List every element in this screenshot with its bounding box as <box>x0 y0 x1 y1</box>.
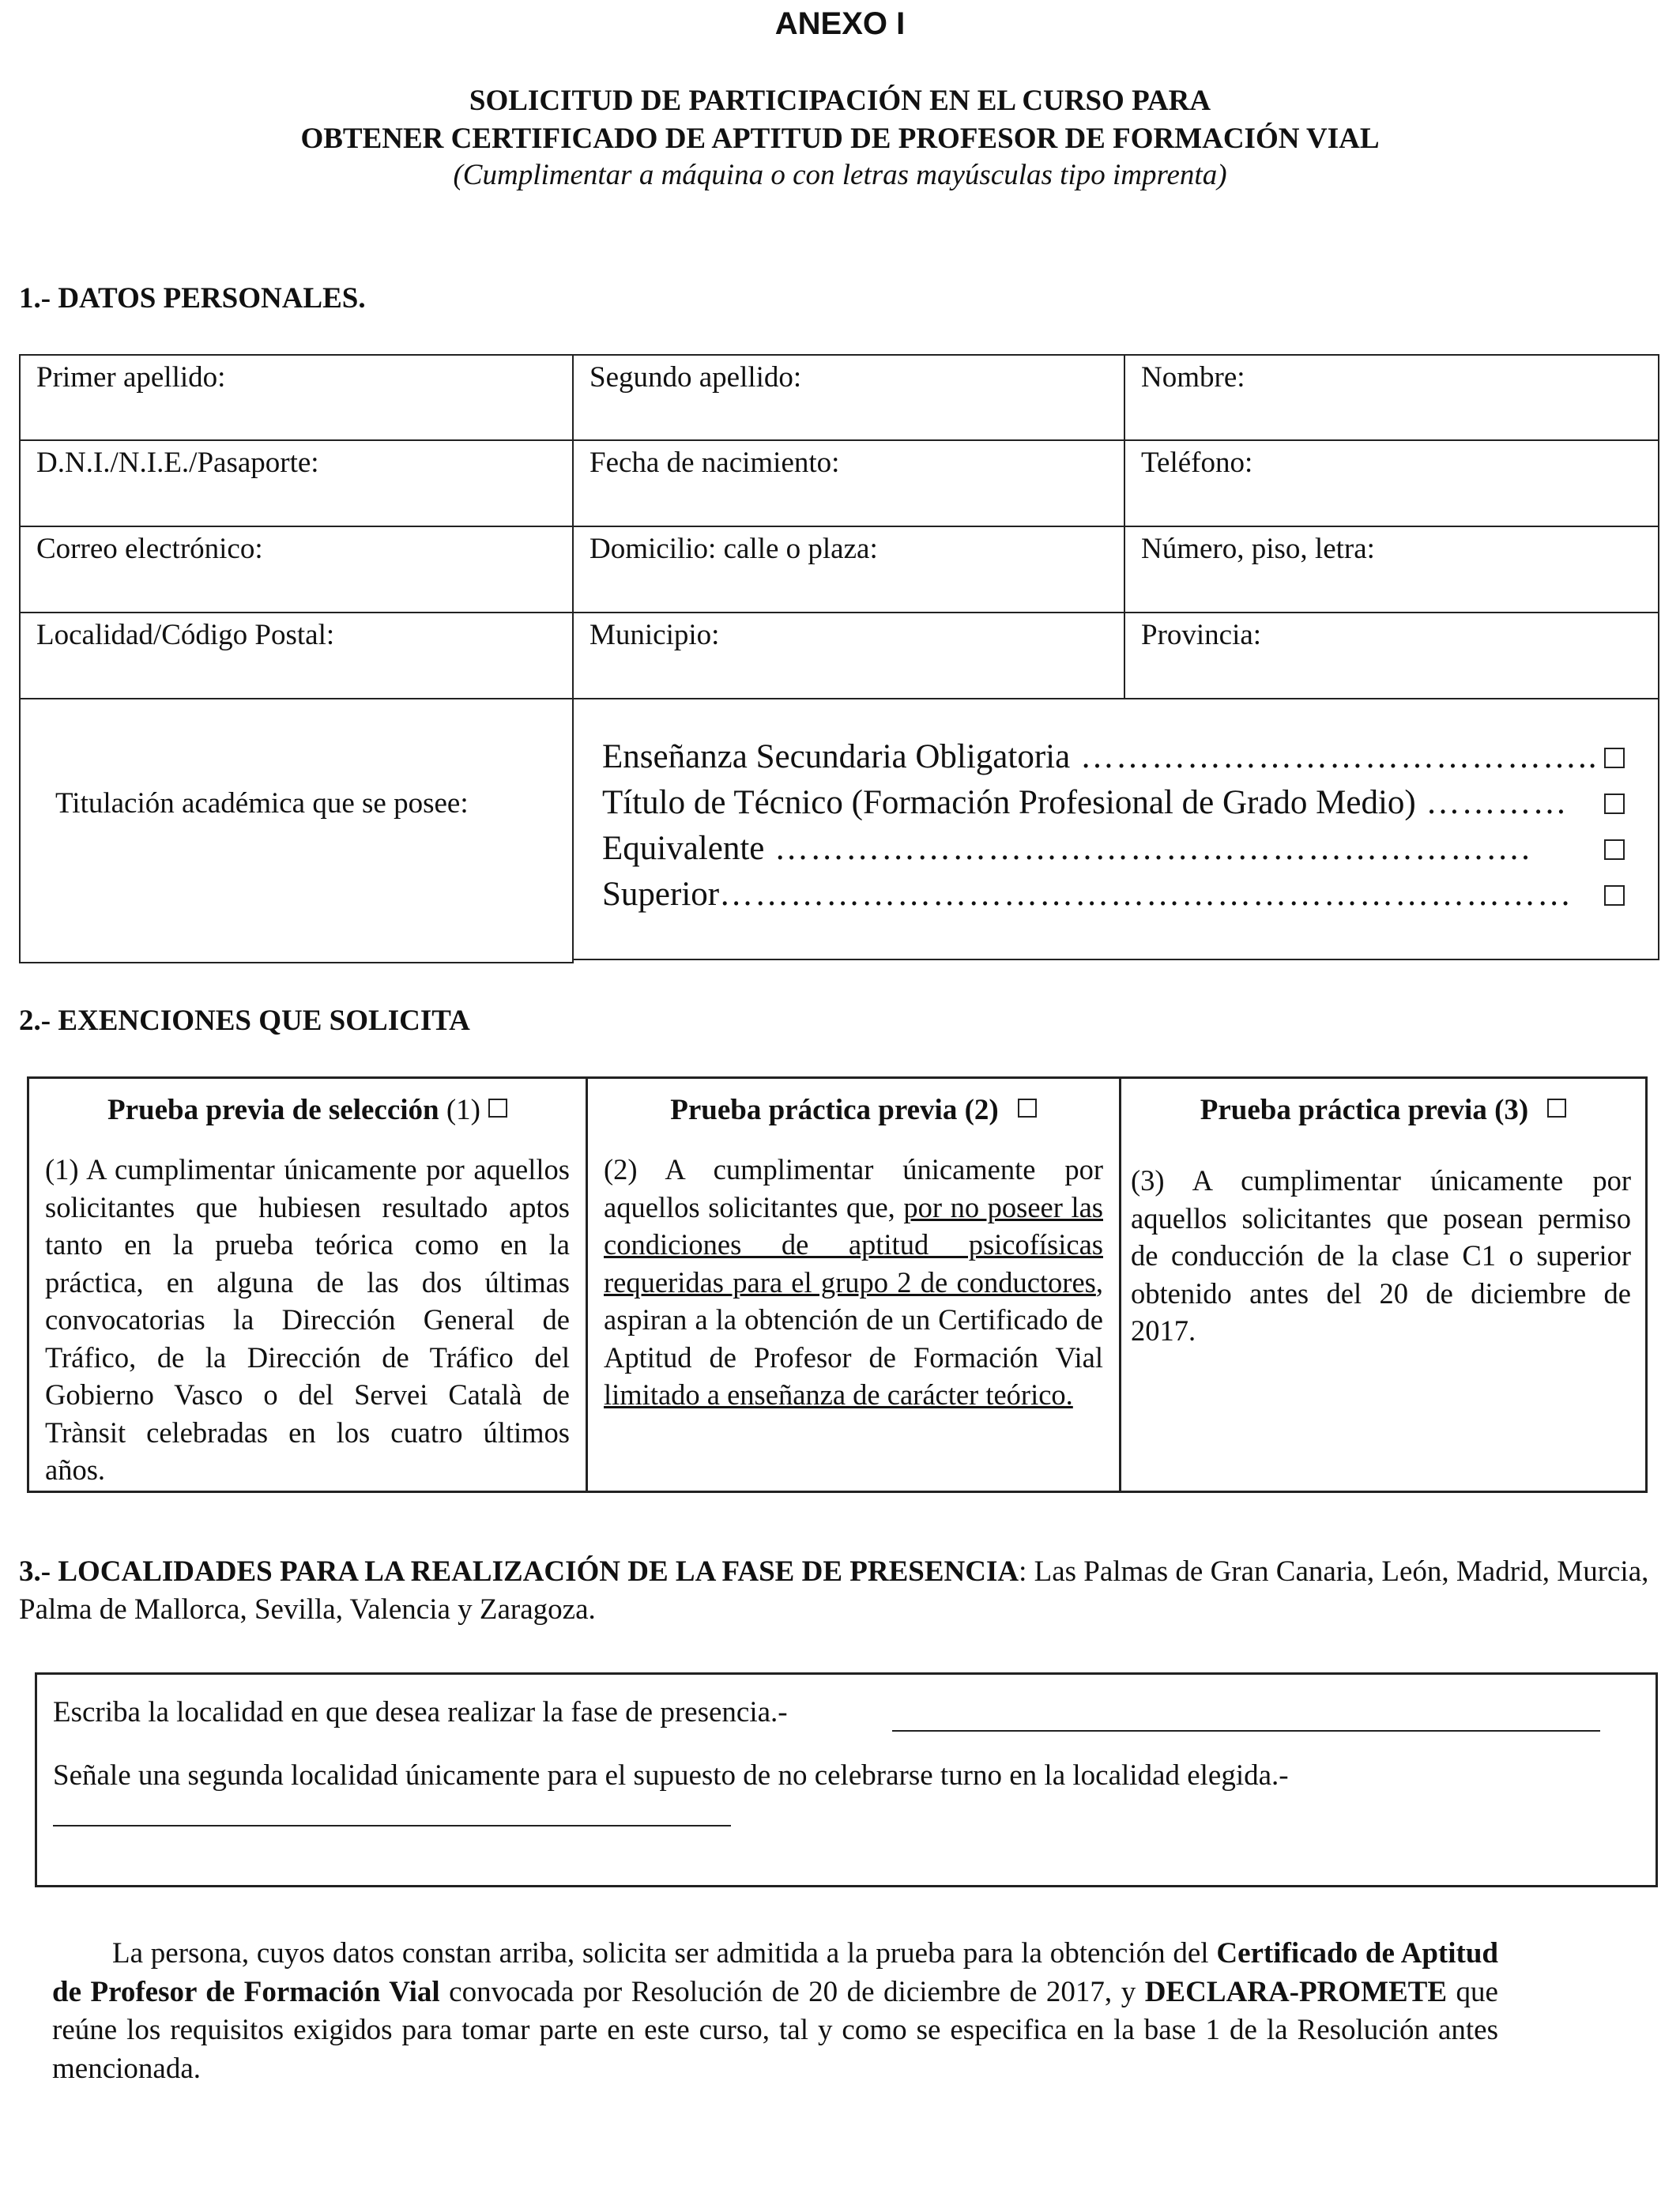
exemption-2-text: (2) A cumplimentar únicamente por aquellos solicitantes que, por no poseer las condiciones de aptitud psicofísicas requeridas para el grupo 2 de conductores, aspiran a la obtención de un Certificado de Aptitud de Profesor de Formación Vial limitado a enseñanza de carácter teórico. <box>604 1153 1103 1411</box>
exemption-col-1 <box>27 1076 588 1493</box>
titulacion-option-eso: Enseñanza Secundaria Obligatoria …………………………………….. <box>602 738 1599 775</box>
field-localidad-cp[interactable]: Localidad/Código Postal: <box>19 612 574 699</box>
locality-line1-label: Escriba la localidad en que desea realizar la fase de presencia.- <box>53 1696 788 1728</box>
field-telefono[interactable]: Teléfono: <box>1124 439 1659 527</box>
section3-paragraph <box>19 1553 1659 1629</box>
exemption-2-title: Prueba práctica previa (2) <box>588 1093 1119 1127</box>
field-nombre[interactable]: Nombre: <box>1124 354 1659 441</box>
titulacion-label-cell <box>19 698 574 963</box>
section1-heading: 1.- DATOS PERSONALES. <box>19 282 366 315</box>
field-correo[interactable]: Correo electrónico: <box>19 526 574 613</box>
form-subtitle: (Cumplimentar a máquina o con letras mayúsculas tipo imprenta) <box>453 159 1227 191</box>
exemption-3-title: Prueba práctica previa (3) <box>1121 1093 1645 1127</box>
section3-cities: : Las Palmas de Gran Canaria, León, Madrid, Murcia, Palma de Mallorca, Sevilla, Valencia y Zaragoza. <box>19 1555 1649 1626</box>
titulacion-option-equivalente: Equivalente ………………………………………………………. <box>602 830 1531 867</box>
field-provincia[interactable]: Provincia: <box>1124 612 1659 699</box>
field-municipio[interactable]: Municipio: <box>572 612 1125 699</box>
annex-label: ANEXO I <box>774 6 906 41</box>
checkbox-exemption-2[interactable] <box>1018 1099 1037 1118</box>
exemption-col-2 <box>588 1076 1121 1493</box>
exemption-3-text: (3) A cumplimentar únicamente por aquellos solicitantes que posean permiso de conducción de la clase C1 o superior obtenido antes del 20 de diciembre de 2017. <box>1131 1164 1631 1347</box>
titulacion-option-tecnico: Título de Técnico (Formación Profesional de Grado Medio) ………… <box>602 784 1569 821</box>
checkbox-exemption-1[interactable] <box>488 1099 507 1118</box>
locality-first-input[interactable] <box>892 1730 1600 1732</box>
declaration-paragraph: La persona, cuyos datos constan arriba, solicita ser admitida a la prueba para la obtención del Certificado de Aptitud de Profesor de Formación Vial convocada por Resolución de 20 de diciembre de 2017, y DECLARA-PROMETE que reúne los requisitos exigidos para tomar parte en este curso, tal y como se especifica en la base 1 de la Resolución antes mencionada. <box>52 1937 1498 2085</box>
titulacion-label: Titulación académica que se posee: <box>55 787 469 820</box>
exemption-col-3 <box>1121 1076 1648 1493</box>
field-segundo-apellido[interactable]: Segundo apellido: <box>572 354 1125 441</box>
field-domicilio[interactable]: Domicilio: calle o plaza: <box>572 526 1125 613</box>
field-dni[interactable]: D.N.I./N.I.E./Pasaporte: <box>19 439 574 527</box>
form-title-line1: SOLICITUD DE PARTICIPACIÓN EN EL CURSO PARA <box>469 85 1211 117</box>
section3-heading: 3.- LOCALIDADES PARA LA REALIZACIÓN DE LA FASE DE PRESENCIA <box>19 1555 1019 1588</box>
personal-data-table <box>19 354 1659 963</box>
form-title-line2: OBTENER CERTIFICADO DE APTITUD DE PROFESOR DE FORMACIÓN VIAL <box>300 123 1380 155</box>
section2-heading: 2.- EXENCIONES QUE SOLICITA <box>19 1005 470 1037</box>
checkbox-eso[interactable] <box>1604 748 1625 768</box>
locality-box <box>35 1672 1658 1887</box>
field-numero-piso[interactable]: Número, piso, letra: <box>1124 526 1659 613</box>
field-fecha-nacimiento[interactable]: Fecha de nacimiento: <box>572 439 1125 527</box>
locality-line2-label: Señale una segunda localidad únicamente para el supuesto de no celebrarse turno en la localidad elegida.- <box>53 1759 1289 1792</box>
exemption-1-title: Prueba previa de selección (1) <box>29 1093 586 1127</box>
field-primer-apellido[interactable]: Primer apellido: <box>19 354 574 441</box>
checkbox-superior[interactable] <box>1604 885 1625 906</box>
checkbox-equivalente[interactable] <box>1604 839 1625 860</box>
checkbox-tecnico[interactable] <box>1604 794 1625 814</box>
checkbox-exemption-3[interactable] <box>1547 1099 1566 1118</box>
titulacion-option-superior: Superior……………………………………………………………… <box>602 876 1573 913</box>
locality-second-input[interactable] <box>53 1825 731 1826</box>
exemption-1-text: (1) A cumplimentar únicamente por aquellos solicitantes que hubiesen resultado aptos tanto en la prueba teórica como en la práctica, en alguna de las dos últimas convocatorias la Dirección General de Tráfico, de la Dirección de Tráfico del Gobierno Vasco o del Servei Català de Trànsit celebradas en los cuatro últimos años. <box>45 1153 570 1486</box>
